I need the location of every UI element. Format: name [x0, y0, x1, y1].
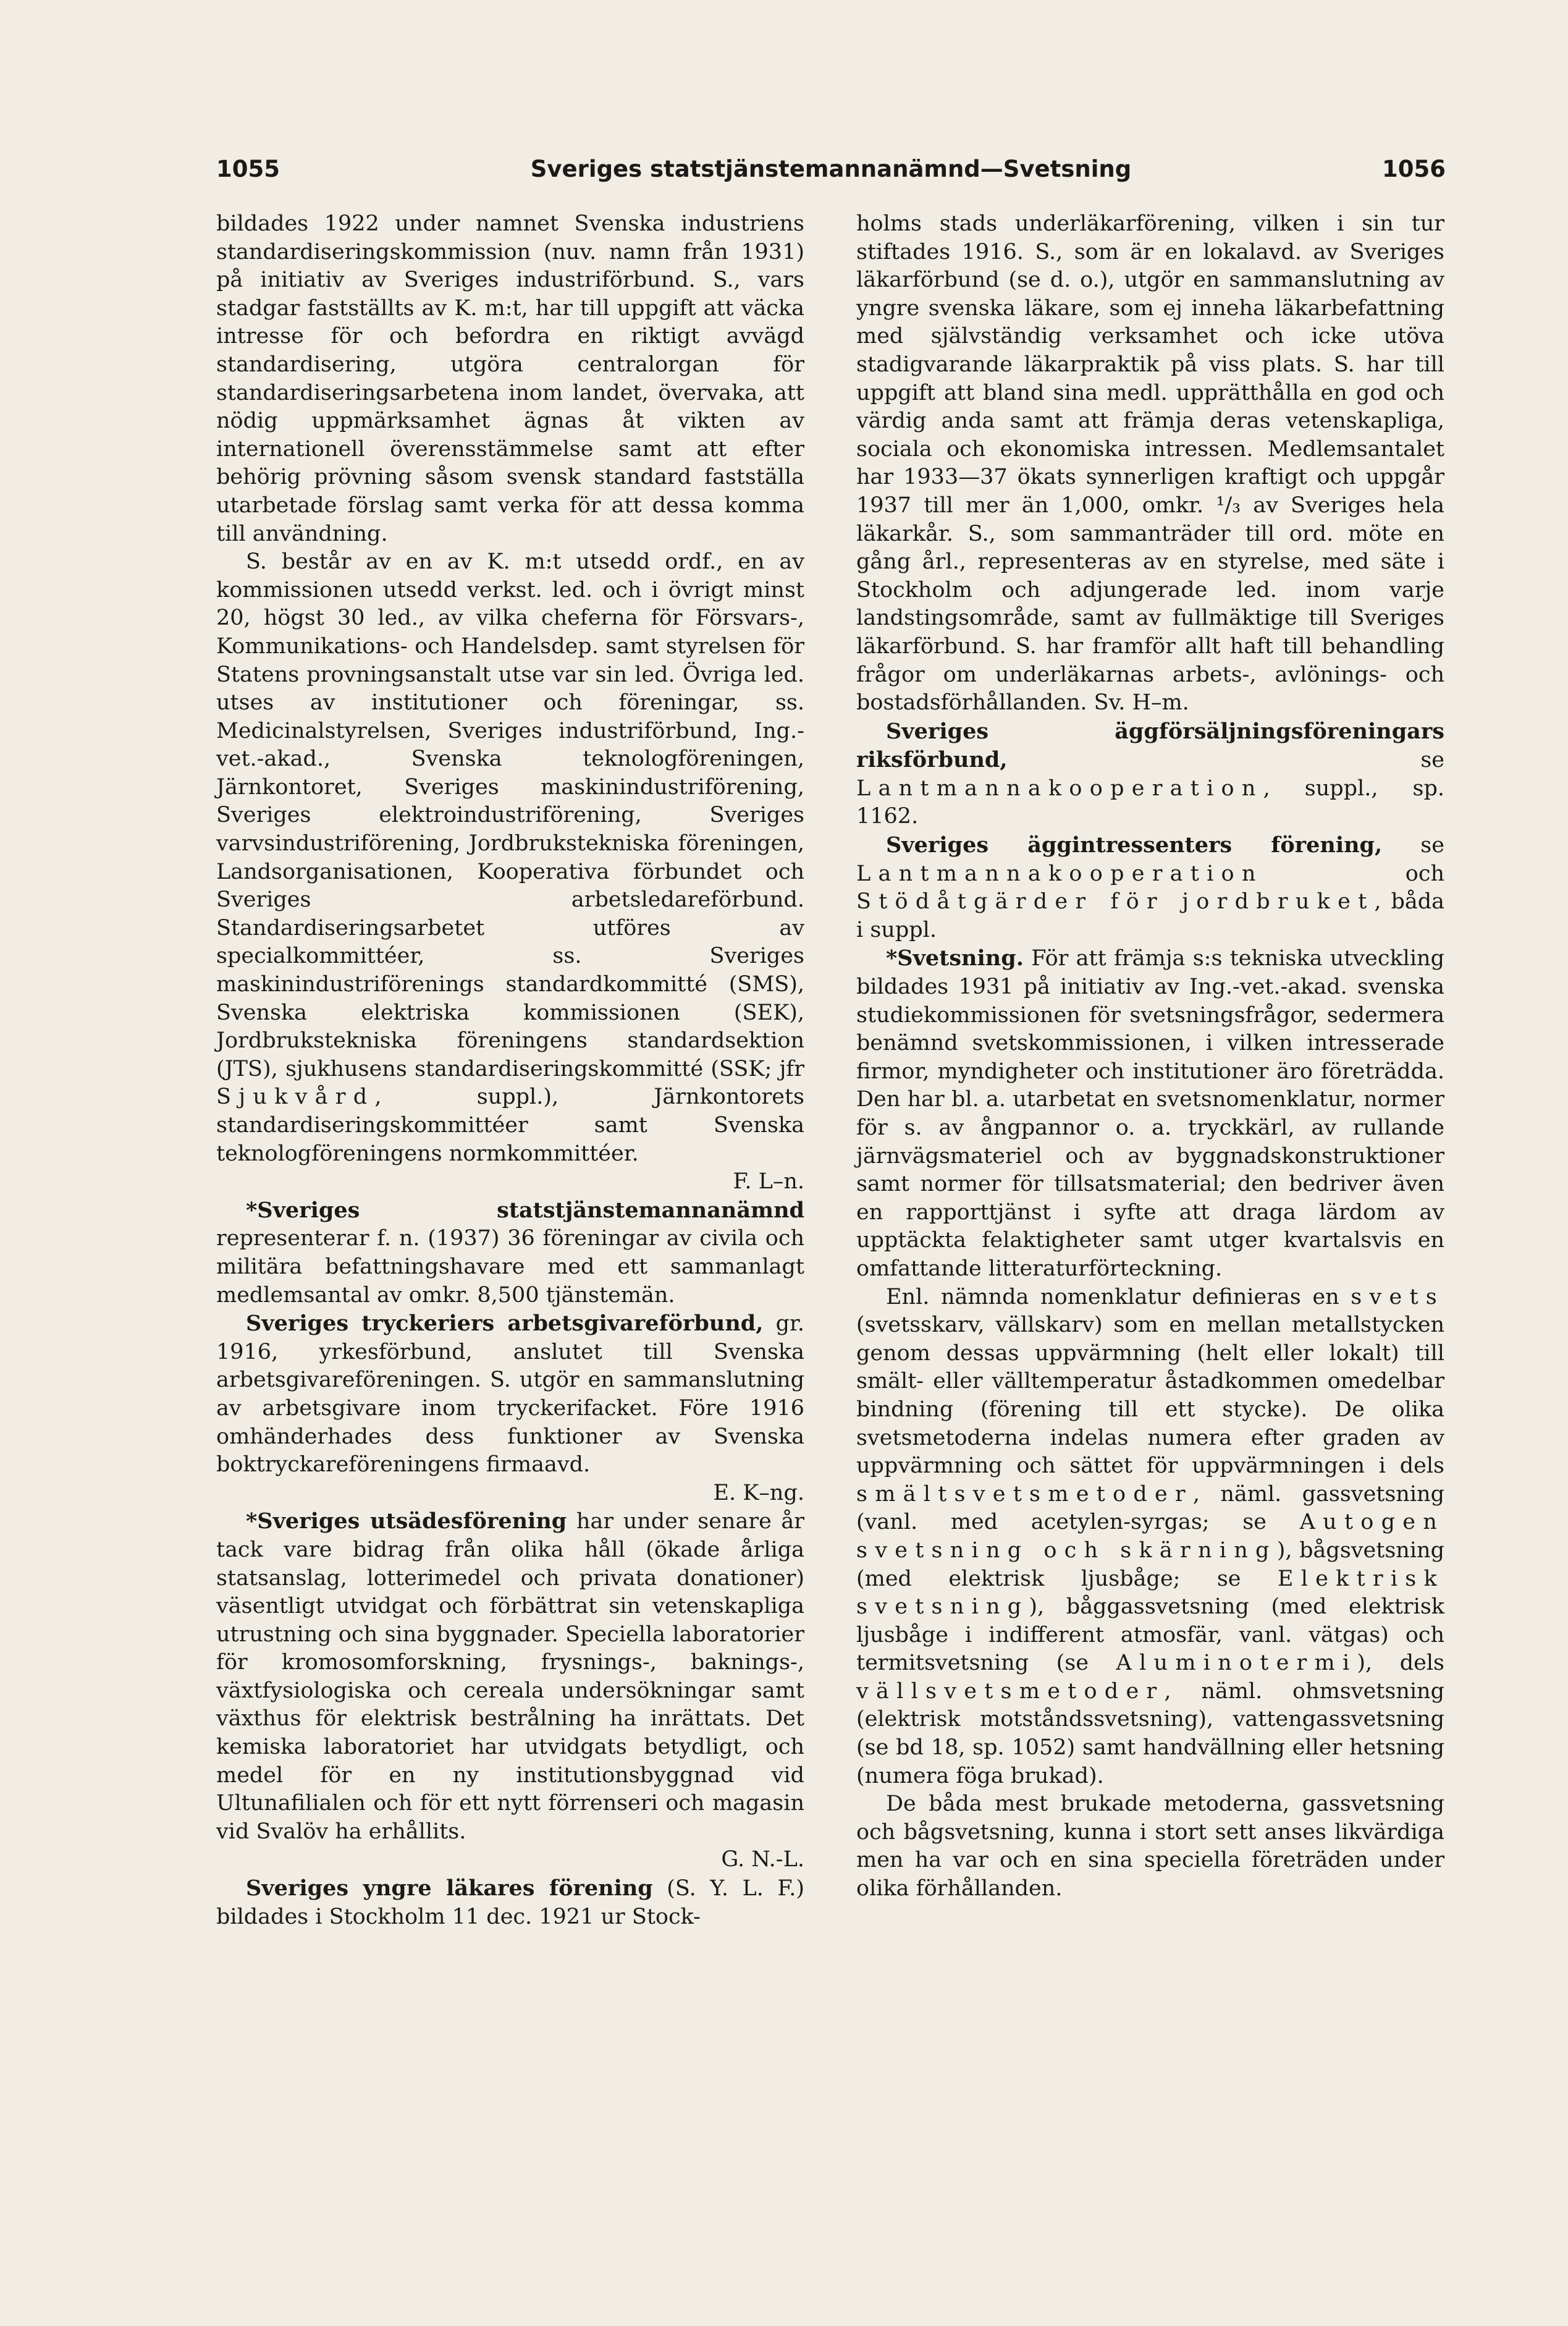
paragraph: De båda mest brukade metoderna, gassvetsning och bågsvetsning, kunna i stort sett anses likvärdiga men ha var och en sina speciella företräden under olika förhållanden. — [856, 1791, 1444, 1901]
entry: Sveriges äggintressenters förening, se Lantmannakooperation och Stödåtgärder för jordbruket, båda i suppl. — [856, 832, 1444, 942]
entry: *Sveriges utsädesförening har under senare år tack vare bidrag från olika håll (ökade årliga statsanslag, lotterimedel och privata donationer) väsentligt utvidgat och förbättrat sin vetenskapliga utrustning och sina byggnader. Speciella laboratorier för kromosomforskning, frysnings-, baknings-, växtfysiologiska och cereala undersökningar samt växthus för elektrisk bestrålning ha inrättats. Det kemiska laboratoriet har utvidgats betydligt, och medel för en ny institutionsbyggnad vid Ultunafilialen och för ett nytt förrenseri och magasin vid Svalöv ha erhållits. — [216, 1508, 805, 1844]
paragraph: S. består av en av K. m:t utsedd ordf., en av kommissionen utsedd verkst. led. och i övrigt minst 20, högst 30 led., av vilka cheferna för Försvars-, Kommunikations- och Handelsdep. samt styrelsen för Statens provningsanstalt utse var sin led. Övriga led. utses av institutioner och föreningar, ss. Medicinalstyrelsen, Sveriges industriförbund, Ing.-vet.-akad., Svenska teknologföreningen, Järnkontoret, Sveriges maskinindustriförening, Sveriges elektroindustriförening, Sveriges varvsindustriförening, Jordbrukstekniska föreningen, Landsorganisationen, Kooperativa förbundet och Sveriges arbetsledareförbund. Standardiseringsarbetet utföres av specialkommittéer, ss. Sveriges maskinindustriförenings standardkommitté (SMS), Svenska elektriska kommissionen (SEK), Jordbrukstekniska föreningens standardsektion (JTS), sjukhusens standardiseringskommitté (SSK; jfr Sjukvård, suppl.), Järnkontorets standardiseringskommittéer samt Svenska teknologföreningens normkommittéer. — [216, 549, 804, 1166]
entry: *Sveriges statstjänstemannanämnd representerar f. n. (1937) 36 föreningar av civila och militära befattningshavare med ett sammanlagt medlemsantal av omkr. 8,500 tjänstemän. — [216, 1197, 804, 1308]
entry-title: Sveriges tryckeriers arbetsgivareförbund, — [246, 1311, 764, 1337]
entry-title: Sveriges äggintressenters förening, — [886, 832, 1383, 858]
right-column — [856, 210, 1444, 1903]
page-number-left: 1055 — [216, 156, 280, 182]
paragraph: holms stads underläkarförening, vilken i sin tur stiftades 1916. S., som är en lokalavd. av Sveriges läkarförbund (se d. o.), utgör en sammanslutning av yngre svenska läkare, som ej inneha läkarbefattning med självständig verksamhet och icke utöva stadigvarande läkarpraktik på viss plats. S. har till uppgift att bland sina medl. upprätthålla en god och värdig anda samt att främja deras vetenskapliga, sociala och ekonomiska intressen. Medlemsantalet har 1933—37 ökats synnerligen kraftigt och uppgår 1937 till mer än 1,000, omkr. ¹/₃ av Sveriges hela läkarkår. S., som sammanträder till ord. möte en gång årl., representeras av en styrelse, med säte i Stockholm och adjungerade led. inom varje landstingsområde, samt av fullmäktige till Sveriges läkarförbund. S. har framför allt haft till behandling frågor om underläkarnas arbets-, avlönings- och bostadsförhållanden. Sv. H–m. — [856, 211, 1444, 716]
page-header — [216, 156, 1446, 193]
entry: *Svetsning. För att främja s:s tekniska utveckling bildades 1931 på initiativ av Ing.-vet.-akad. svenska studiekommissionen för svetsningsfrågor, sedermera benämnd svetskommissionen, i vilken intresserade firmor, myndigheter och institutioner äro företrädda. Den har bl. a. utarbetat en svetsnomenklatur, normer för s. av ångpannor o. a. tryckkärl, av rullande järnvägsmateriel och av byggnadskonstruktioner samt normer för tillsatsmaterial; den bedriver även en rapporttjänst i syfte att draga lärdom av upptäckta felaktigheter samt utger kvartalsvis en omfattande litteraturförteckning. — [856, 945, 1444, 1281]
entry: Sveriges tryckeriers arbetsgivareförbund, gr. 1916, yrkesförbund, anslutet till Svenska arbetsgivareföreningen. S. utgör en sammanslutning av arbetsgivare inom tryckerifacket. Före 1916 omhänderhades dess funktioner av Svenska boktryckareföreningens firmaavd. — [216, 1311, 804, 1478]
paragraph: bildades 1922 under namnet Svenska industriens standardiseringskommission (nuv. namn från 1931) på initiativ av Sveriges industriförbund. S., vars stadgar fastställts av K. m:t, har till uppgift att väcka intresse för och befordra en riktigt avvägd standardisering, utgöra centralorgan för standardiseringsarbetena inom landet, övervaka, att nödig uppmärksamhet ägnas åt vikten av internationell överensstämmelse samt att efter behörig prövning såsom svensk standard fastställa utarbetade förslag samt verka för att dessa komma till användning. — [216, 211, 804, 546]
emphasized-term: svets — [1351, 1284, 1444, 1309]
cross-reference: Stödåtgärder för jordbruket — [856, 889, 1375, 915]
paragraph: Enl. nämnda nomenklatur definieras en svets (svetsskarv, vällskarv) som en mellan metallstycken genom dessas uppvärmning (helt eller lokalt) till smält- eller välltemperatur åstadkommen omedelbar bindning (förening till ett stycke). De olika svetsmetoderna indelas numera efter graden av uppvärmning och sättet för uppvärmningen i dels smältsvetsmetoder, näml. gassvetsning (vanl. med acetylen-syrgas; se Autogen svetsning och skärning), bågsvetsning (med elektrisk ljusbåge; se Elektrisk svetsning), båggassvetsning (med elektrisk ljusbåge i indifferent atmosfär, vanl. vätgas) och termitsvetsning (se Aluminotermi), dels vällsvetsmetoder, näml. ohmsvetsning (elektrisk motståndssvetsning), vattengassvetsning (se bd 18, sp. 1052) samt handvällning eller hetsning (numera föga brukad). — [856, 1284, 1444, 1788]
emphasized-term: vällsvetsmetoder — [856, 1678, 1165, 1704]
cross-reference: Aluminotermi — [1116, 1651, 1357, 1676]
entry-title: Sveriges yngre läkares förening — [246, 1876, 653, 1901]
entry-title: *Svetsning. — [886, 945, 1024, 971]
author-signature: Sv. H–m. — [1094, 690, 1189, 716]
entry-title: Sveriges äggförsäljningsföreningars riksförbund, — [856, 718, 1444, 773]
cross-reference: Lantmannakooperation — [856, 861, 1263, 886]
entry: Sveriges äggförsäljningsföreningars riksförbund, se Lantmannakooperation, suppl., sp. 1162. — [856, 718, 1444, 829]
page-number-right: 1056 — [1382, 156, 1446, 182]
entry: Sveriges yngre läkares förening (S. Y. L. F.) bildades i Stockholm 11 dec. 1921 ur Stock- — [216, 1876, 804, 1929]
author-signature: E. K–ng. — [713, 1480, 804, 1505]
author-signature: G. N.-L. — [721, 1847, 804, 1872]
emphasized-term: smältsvetsmetoder — [856, 1481, 1193, 1507]
cross-reference: Elektrisk svetsning — [856, 1566, 1444, 1620]
left-column — [216, 210, 804, 1931]
entry-title: *Sveriges utsädesförening — [246, 1508, 567, 1534]
cross-reference: Autogen svetsning och skärning — [856, 1510, 1444, 1563]
cross-reference: Sjukvård — [216, 1085, 375, 1110]
running-title: Sveriges statstjänstemannanämnd—Svetsning — [530, 156, 1132, 182]
author-signature: F. L–n. — [733, 1169, 804, 1195]
entry-title: *Sveriges statstjänstemannanämnd — [246, 1197, 804, 1223]
cross-reference: Lantmannakooperation — [856, 776, 1263, 801]
fraction: ¹/₃ — [1216, 493, 1241, 518]
